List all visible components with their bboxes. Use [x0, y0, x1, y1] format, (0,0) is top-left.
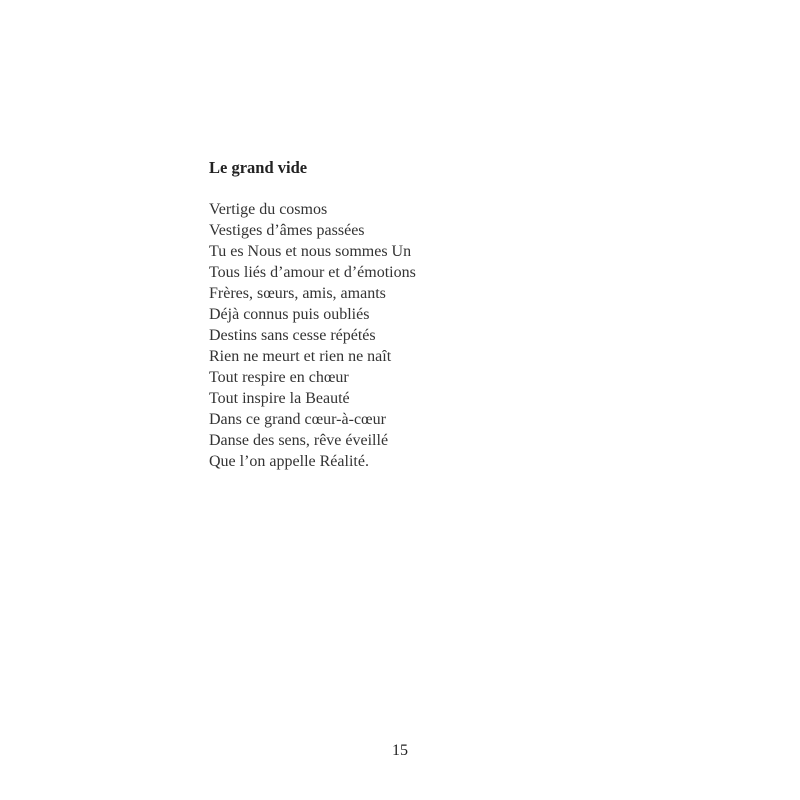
poem-line: Tu es Nous et nous sommes Un	[209, 243, 412, 260]
poem-line: Danse des sens, rêve éveillé	[209, 432, 389, 449]
poem-line: Déjà connus puis oubliés	[209, 306, 370, 323]
poem-line: Tous liés d’amour et d’émotions	[209, 264, 416, 281]
poem-title: Le grand vide	[209, 158, 308, 177]
poem-line: Tout respire en chœur	[209, 369, 349, 386]
poem-line: Destins sans cesse répétés	[209, 327, 376, 344]
poem-line: Tout inspire la Beauté	[209, 390, 350, 407]
page-number: 15	[392, 742, 408, 759]
poem	[209, 157, 629, 472]
poem-line: Dans ce grand cœur-à-cœur	[209, 411, 386, 428]
poem-body	[209, 199, 629, 472]
poem-line: Vestiges d’âmes passées	[209, 222, 365, 239]
poem-line: Rien ne meurt et rien ne naît	[209, 348, 392, 365]
poem-line: Vertige du cosmos	[209, 201, 328, 218]
poem-line: Que l’on appelle Réalité.	[209, 453, 369, 470]
poem-line: Frères, sœurs, amis, amants	[209, 285, 386, 302]
